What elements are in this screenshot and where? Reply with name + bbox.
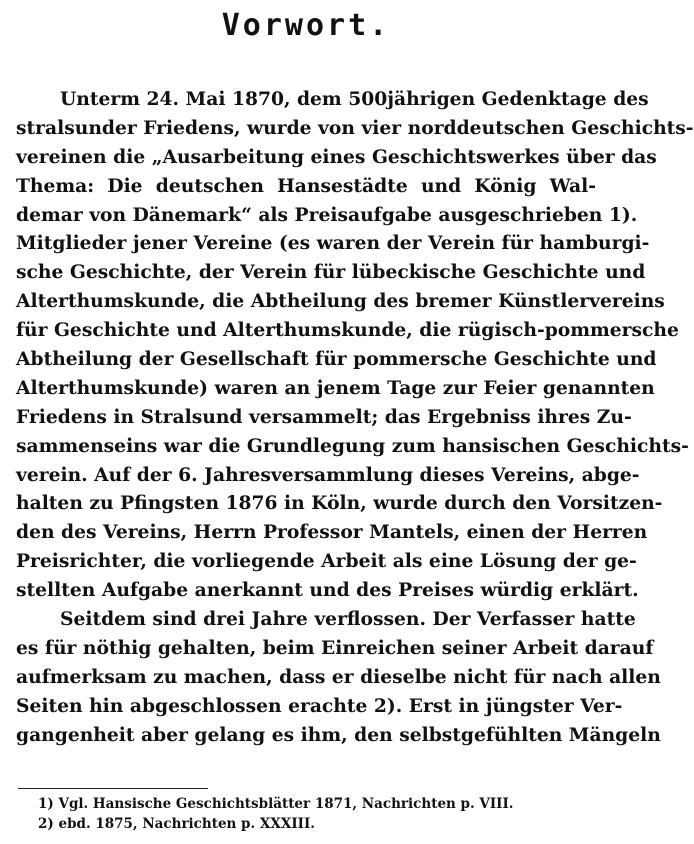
text-line: halten zu Pfingsten 1876 in Köln, wurde durch den Vorsitzen-	[16, 492, 663, 515]
text-line: sche Geschichte, der Verein für lübeckische Geschichte und	[16, 261, 646, 284]
footnote-divider	[18, 788, 208, 789]
text-line: gangenheit aber gelang es ihm, den selbstgefühlten Mängeln	[16, 723, 661, 746]
text-line: Seitdem sind drei Jahre verflossen. Der Verfasser hatte	[60, 608, 636, 631]
body-text	[16, 85, 694, 749]
text-line: den des Vereins, Herrn Professor Mantels, einen der Herren	[16, 521, 648, 544]
text-line: stellten Aufgabe anerkannt und des Preises würdig erklärt.	[16, 579, 639, 602]
text-line: Preisrichter, die vorliegende Arbeit als eine Lösung der ge-	[16, 550, 637, 573]
footnote-1: 1) Vgl. Hansische Geschichtsblätter 1871, Nachrichten p. VIII.	[38, 796, 514, 812]
text-line: für Geschichte und Alterthumskunde, die rügisch-pommersche	[16, 319, 679, 342]
text-line: Alterthumskunde) waren an jenem Tage zur Feier genannten	[16, 376, 655, 399]
text-line: verein. Auf der 6. Jahresversammlung dieses Vereins, abge-	[16, 463, 640, 486]
text-line: Alterthumskunde, die Abtheilung des bremer Künstlervereins	[16, 290, 665, 313]
text-line: demar von Dänemark“ als Preisaufgabe ausgeschrieben 1).	[16, 203, 638, 226]
footnote-2: 2) ebd. 1875, Nachrichten p. XXXIII.	[38, 816, 315, 832]
text-line: es für nöthig gehalten, beim Einreichen seiner Arbeit darauf	[16, 636, 654, 659]
text-line: Thema: Die deutschen Hansestädte und König Wal-	[16, 174, 596, 197]
text-line: Abtheilung der Gesellschaft für pommersche Geschichte und	[16, 348, 657, 371]
text-line: Unterm 24. Mai 1870, dem 500jährigen Gedenktage des	[60, 88, 649, 110]
text-line: aufmerksam zu machen, dass er dieselbe nicht für nach allen	[16, 665, 661, 688]
footnotes	[38, 794, 578, 834]
text-line: Seiten hin abgeschlossen erachte 2). Erst in jüngster Ver-	[16, 694, 623, 717]
text-line: Mitglieder jener Vereine (es waren der Verein für hamburgi-	[16, 232, 650, 255]
page-title: Vorwort.	[221, 8, 391, 43]
text-line: vereinen die „Ausarbeitung eines Geschichtswerkes über das	[16, 145, 657, 168]
document-page	[16, 0, 694, 844]
text-line: Friedens in Stralsund versammelt; das Ergebniss ihres Zu-	[16, 405, 632, 428]
text-line: sammenseins war die Grundlegung zum hansischen Geschichts-	[16, 434, 689, 457]
text-line: stralsunder Friedens, wurde von vier norddeutschen Geschichts-	[16, 116, 694, 139]
